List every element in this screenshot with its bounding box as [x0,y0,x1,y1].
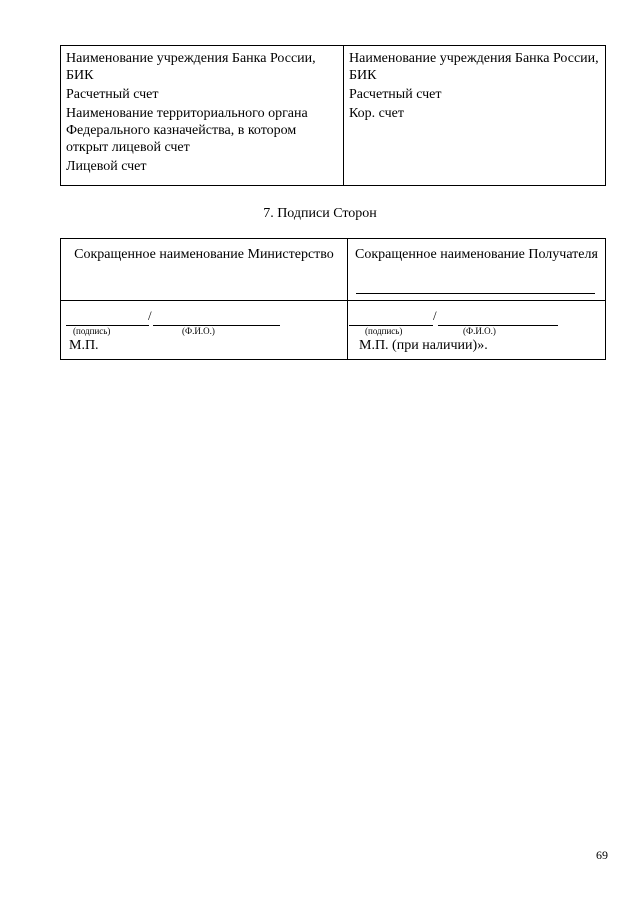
recipient-header: Сокращенное наименование Получателя [355,247,598,262]
section-title: 7. Подписи Сторон [263,206,377,221]
recipient-signature-cell [348,301,605,359]
corr-account-label: Кор. счет [349,106,404,121]
ministry-bank-details [61,46,344,185]
recipient-name-line [356,293,595,294]
seal-label: М.П. [69,338,99,353]
bank-name-label: Наименование учреждения Банка России, БИК [349,51,599,83]
name-line [438,317,558,326]
signature-line [349,317,433,326]
ministry-header: Сокращенное наименование Министерство [74,247,334,262]
signatures-table [60,238,606,360]
recipient-bank-details [344,46,605,185]
ministry-signature-cell [61,301,348,359]
personal-account-label: Лицевой счет [66,159,147,174]
bank-details-table [60,45,606,186]
signature-label: (подпись) [73,326,111,336]
signatures-header-row [61,239,605,301]
slash-separator: / [148,308,152,323]
signatures-body-row [61,301,605,359]
account-label: Расчетный счет [66,87,159,102]
name-label: (Ф.И.О.) [463,326,496,336]
treasury-label: Наименование территориального органа Федерального казначейства, в котором открыт лицевой счет [66,106,308,155]
bank-name-label: Наименование учреждения Банка России, БИК [66,51,316,83]
seal-label: М.П. (при наличии)». [359,338,488,353]
ministry-header-cell [61,239,348,300]
signature-label: (подпись) [365,326,403,336]
signature-line [66,317,149,326]
account-label: Расчетный счет [349,87,442,102]
name-label: (Ф.И.О.) [182,326,215,336]
name-line [153,317,280,326]
page-number: 69 [596,848,608,862]
slash-separator: / [433,308,437,323]
recipient-header-cell [348,239,605,300]
